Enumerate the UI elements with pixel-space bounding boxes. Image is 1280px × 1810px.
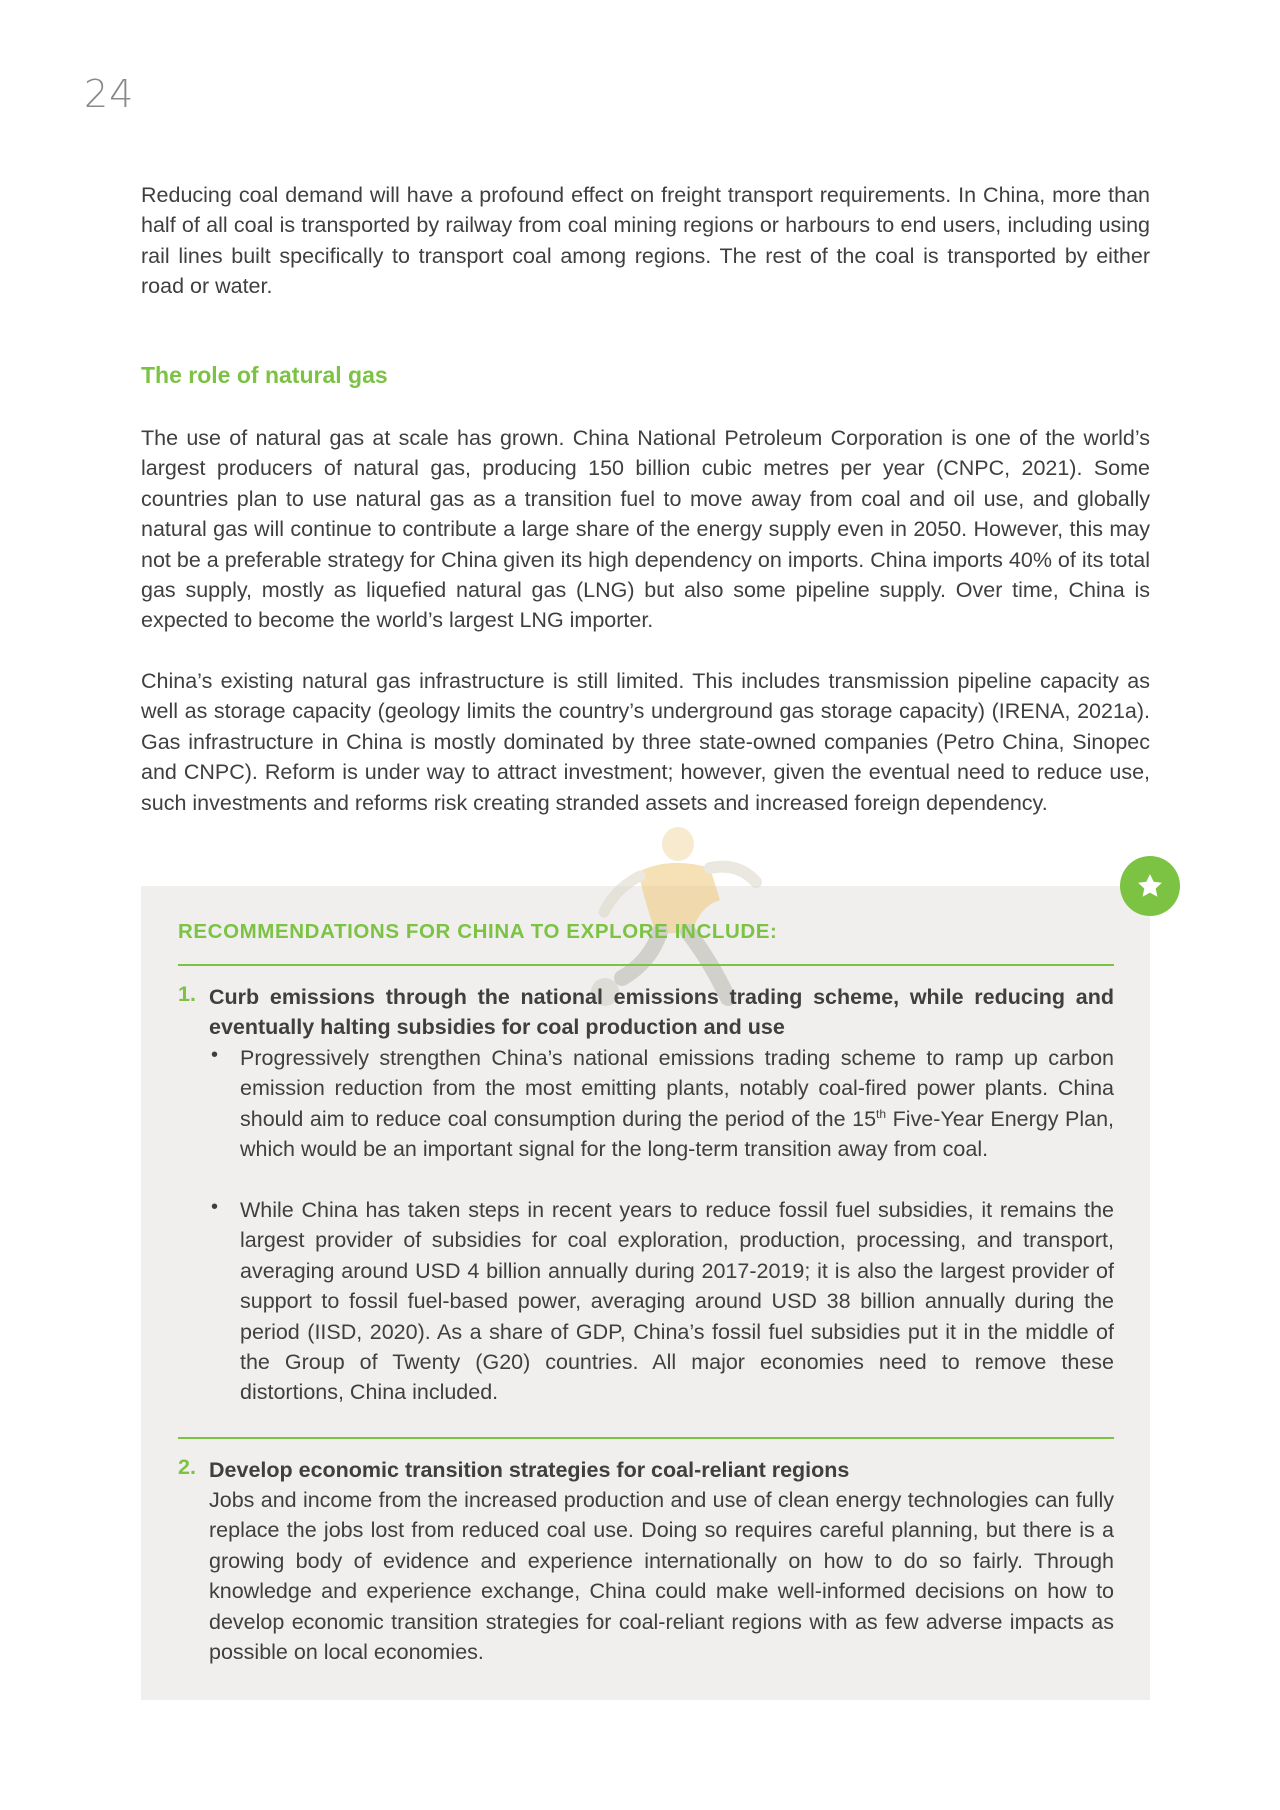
intro-paragraph: Reducing coal demand will have a profound effect on freight transport requirements. In China, more than half of all coal is transported by railway from coal mining regions or harbours to end users, including using rail lines built specifically to transport coal among regions. The rest of the coal is transported by either road or water. xyxy=(141,183,1150,299)
page-number: 24 xyxy=(84,72,135,116)
recommendation-2-number: 2. xyxy=(178,1455,196,1479)
divider xyxy=(178,1437,1114,1439)
section-heading: The role of natural gas xyxy=(141,362,388,388)
divider xyxy=(178,964,1114,966)
recommendations-title: RECOMMENDATIONS FOR CHINA TO EXPLORE INCLUDE: xyxy=(178,920,778,943)
bullet-dot-icon: • xyxy=(211,1044,219,1066)
star-icon xyxy=(1135,871,1165,901)
recommendation-1-number: 1. xyxy=(178,982,196,1006)
recommendation-2-body: Jobs and income from the increased production and use of clean energy technologies can fully replace the jobs lost from reduced coal use. Doing so requires careful planning, but there is a growing body of evidence and experience internationally on how to do so fairly. Through knowledge and experience exchange, China could make well-informed decisions on how to develop economic transition strategies for coal-reliant regions with as few adverse impacts as possible on local economies. xyxy=(209,1488,1114,1665)
recommendation-1-title: Curb emissions through the national emissions trading scheme, while reducing and eventually halting subsidies for coal production and use xyxy=(209,985,1114,1040)
star-badge xyxy=(1120,856,1180,916)
recommendation-2-title: Develop economic transition strategies for coal-reliant regions xyxy=(209,1458,850,1482)
section-paragraph-1: The use of natural gas at scale has grown. China National Petroleum Corporation is one of the world’s largest producers of natural gas, producing 150 billion cubic metres per year (CNPC, 2021). Some countries plan to use natural gas as a transition fuel to move away from coal and oil use, and globally natural gas will continue to contribute a large share of the energy supply even in 2050. However, this may not be a preferable strategy for China given its high dependency on imports. China imports 40% of its total gas supply, mostly as liquefied natural gas (LNG) but also some pipeline supply. Over time, China is expected to become the world’s largest LNG importer. xyxy=(141,426,1150,633)
bullet-1-text-after: Five-Year Energy Plan, which would be an important signal for the long-term transition away from coal. xyxy=(240,1106,1115,1162)
bullet-dot-icon: • xyxy=(211,1196,219,1218)
recommendation-1-bullet-2: While China has taken steps in recent years to reduce fossil fuel subsidies, it remains the largest provider of subsidies for coal exploration, production, processing, and transport, averaging around USD 4 billion annually during 2017-2019; it is also the largest provider of support to fossil fuel-based power, averaging around USD 38 billion annually during the period (IISD, 2020). As a share of GDP, China’s fossil fuel subsidies put it in the middle of the Group of Twenty (G20) countries. All major economies need to remove these distortions, China included. xyxy=(240,1198,1114,1405)
bullet-1-text-before: Progressively strengthen China’s national emissions trading scheme to ramp up carbon emission reduction from the most emitting plants, notably coal-fired power plants. China should aim to reduce coal consumption during the period of the 15 xyxy=(240,1046,1114,1131)
recommendation-1-bullet-1 xyxy=(240,1043,1114,1165)
bullet-1-superscript: th xyxy=(876,1106,887,1121)
section-paragraph-2: China’s existing natural gas infrastructure is still limited. This includes transmission pipeline capacity as well as storage capacity (geology limits the country’s underground gas storage capacity) (IRENA, 2021a). Gas infrastructure in China is mostly dominated by three state-owned companies (Petro China, Sinopec and CNPC). Reform is under way to attract investment; however, given the eventual need to reduce use, such investments and reforms risk creating stranded assets and increased foreign dependency. xyxy=(141,669,1150,815)
